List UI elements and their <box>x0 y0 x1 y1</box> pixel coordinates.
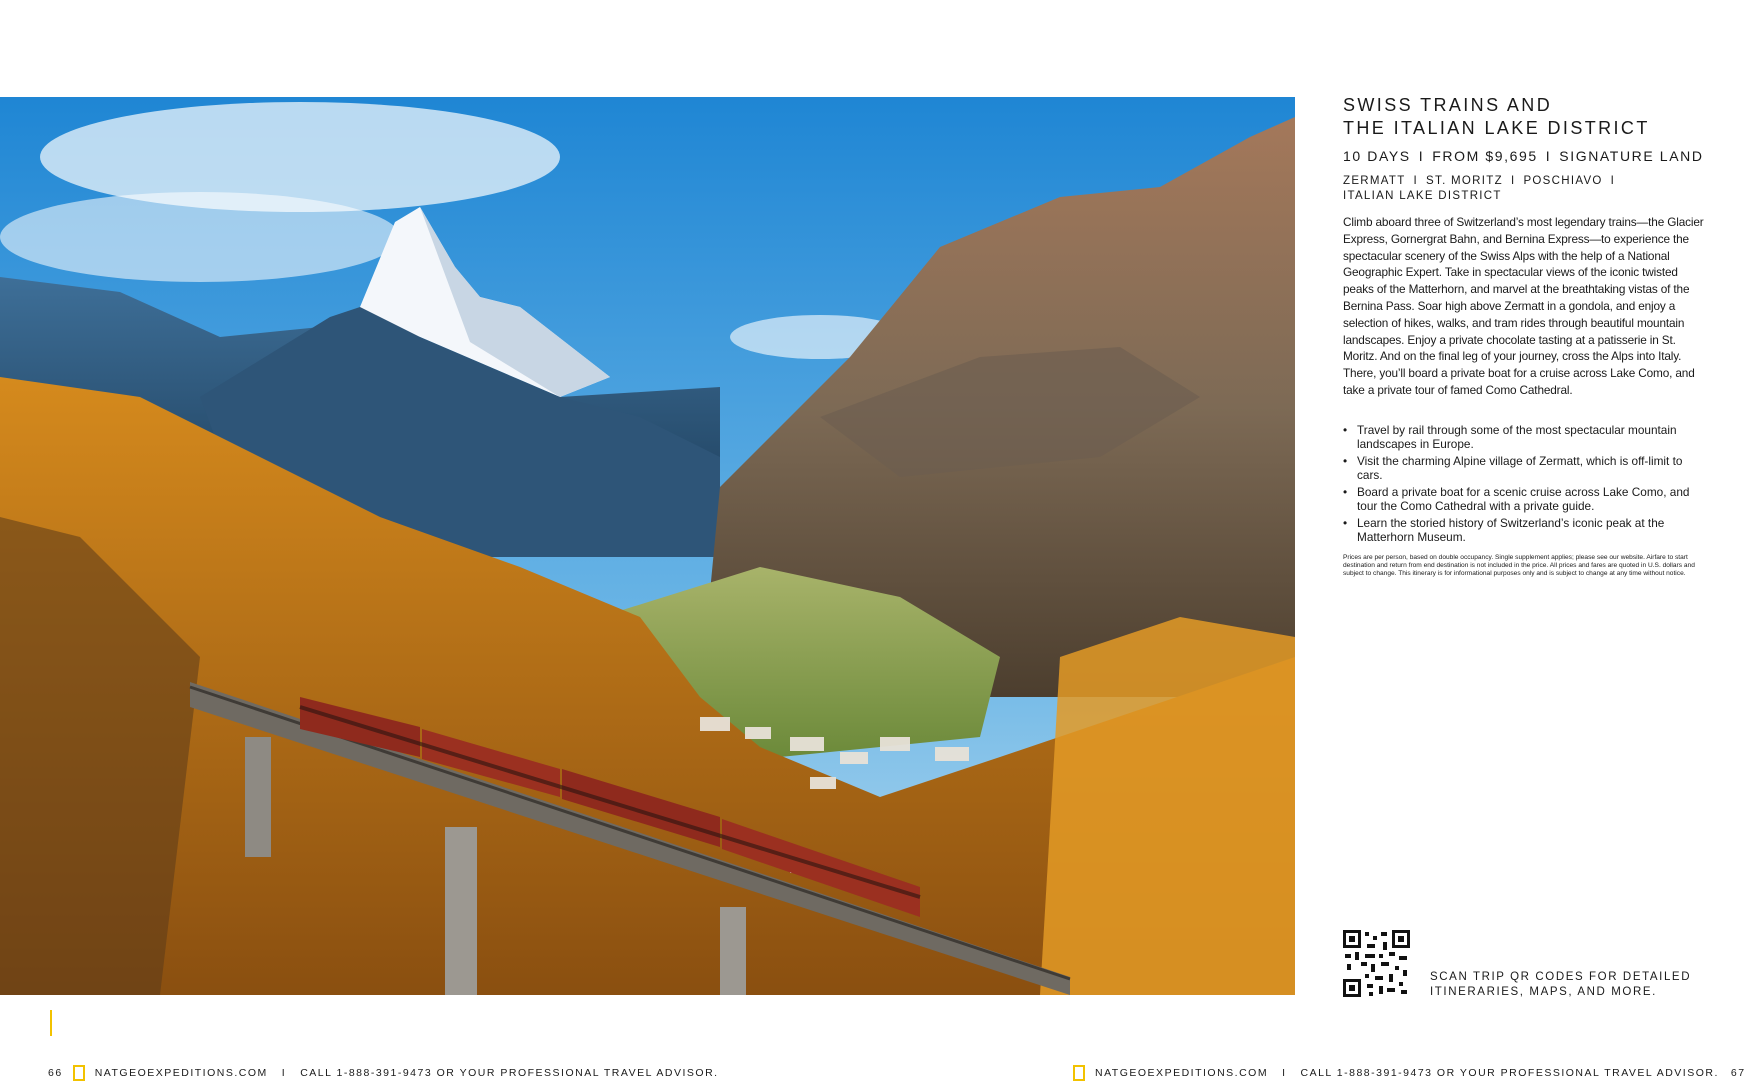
footer-call: CALL 1-888-391-9473 OR YOUR PROFESSIONAL TRAVEL ADVISOR. <box>1300 1067 1719 1079</box>
place-item: POSCHIAVO <box>1523 175 1603 187</box>
fine-print: Prices are per person, based on double occupancy. Single supplement applies; please see our website. Airfare to start destination and return from end destination is not included in the price. All prices and fares are quoted in U.S. dollars and subject to change. This itinerary is for informational purposes only and is subject to change at any time without notice. <box>1343 553 1695 578</box>
footer-right <box>1073 1065 1746 1081</box>
footer-call: CALL 1-888-391-9473 OR YOUR PROFESSIONAL TRAVEL ADVISOR. <box>300 1067 719 1079</box>
place-item: ST. MORITZ <box>1426 175 1503 187</box>
hero-photo <box>0 97 1295 1036</box>
trip-title-line1: SWISS TRAINS AND <box>1343 95 1553 115</box>
photo-caption <box>50 1010 480 1036</box>
highlight-item: • Learn the storied history of Switzerland’s iconic peak at the Matterhorn Museum. <box>1343 516 1708 544</box>
trip-title <box>1343 94 1708 140</box>
qr-text-line1: SCAN TRIP QR CODES FOR DETAILED <box>1430 971 1692 983</box>
caption-location: Zermatt, Switzerland <box>64 1024 170 1036</box>
trip-price: FROM $9,695 <box>1432 148 1538 164</box>
trip-days: 10 DAYS <box>1343 148 1411 164</box>
natgeo-logo-icon <box>1073 1065 1085 1081</box>
trip-description: Climb aboard three of Switzerland’s most legendary trains—the Glacier Express, Gornergrat Bahn, and Bernina Express—to experience the spectacular scenery of the Swiss Alps with the help of a National Geographic Expert. Take in spectacular views of the iconic twisted peaks of the Matterhorn, and marvel at the breathtaking vistas of the Bernina Pass. Soar high above Zermatt in a gondola, and enjoy a selection of hikes, walks, and tram rides through beautiful mountain landscapes. Enjoy a private chocolate tasting at a patisserie in St. Moritz. And on the final leg of your journey, cross the Alps into Italy. There, you’ll board a private boat for a cruise across Lake Como, and take a private tour of famed Como Cathedral. <box>1343 215 1704 397</box>
highlight-item: • Board a private boat for a scenic cruise across Lake Como, and tour the Como Cathedral with a private guide. <box>1343 485 1708 513</box>
highlight-item: • Travel by rail through some of the most spectacular mountain landscapes in Europe. <box>1343 423 1708 451</box>
page-number-left: 66 <box>48 1067 63 1079</box>
trip-meta <box>1343 148 1708 164</box>
footer-site-link[interactable]: NATGEOEXPEDITIONS.COM <box>94 1067 268 1079</box>
qr-instructions <box>1430 970 1691 1000</box>
place-item: ITALIAN LAKE DISTRICT <box>1343 190 1502 202</box>
qr-code[interactable] <box>1343 930 1410 997</box>
trip-highlights <box>1343 423 1708 544</box>
meta-separator: I <box>1418 148 1425 164</box>
footer-separator: I <box>281 1067 287 1079</box>
place-item: ZERMATT <box>1343 175 1406 187</box>
matterhorn-train-photo <box>0 97 1295 995</box>
footer-left <box>48 1065 719 1081</box>
highlight-item: • Visit the charming Alpine village of Zermatt, which is off-limit to cars. <box>1343 454 1708 482</box>
trip-type: SIGNATURE LAND <box>1559 148 1704 164</box>
caption-title: THE GLACIER EXPRESS CROSSES THE FINDELBACH BRIDGE. <box>64 1010 481 1022</box>
qr-code-icon <box>1343 930 1410 997</box>
trip-column <box>1343 94 1708 585</box>
meta-separator: I <box>1545 148 1552 164</box>
places-separator: I <box>1610 175 1616 187</box>
natgeo-logo-icon <box>73 1065 85 1081</box>
page-number-right: 67 <box>1730 1067 1746 1079</box>
qr-text-line2: ITINERARIES, MAPS, AND MORE. <box>1430 986 1657 998</box>
places-separator: I <box>1413 175 1419 187</box>
trip-title-line2: THE ITALIAN LAKE DISTRICT <box>1343 118 1650 138</box>
footer-site-link[interactable]: NATGEOEXPEDITIONS.COM <box>1095 1067 1269 1079</box>
footer-separator: I <box>1282 1067 1287 1079</box>
trip-places <box>1343 174 1708 204</box>
places-separator: I <box>1510 175 1516 187</box>
